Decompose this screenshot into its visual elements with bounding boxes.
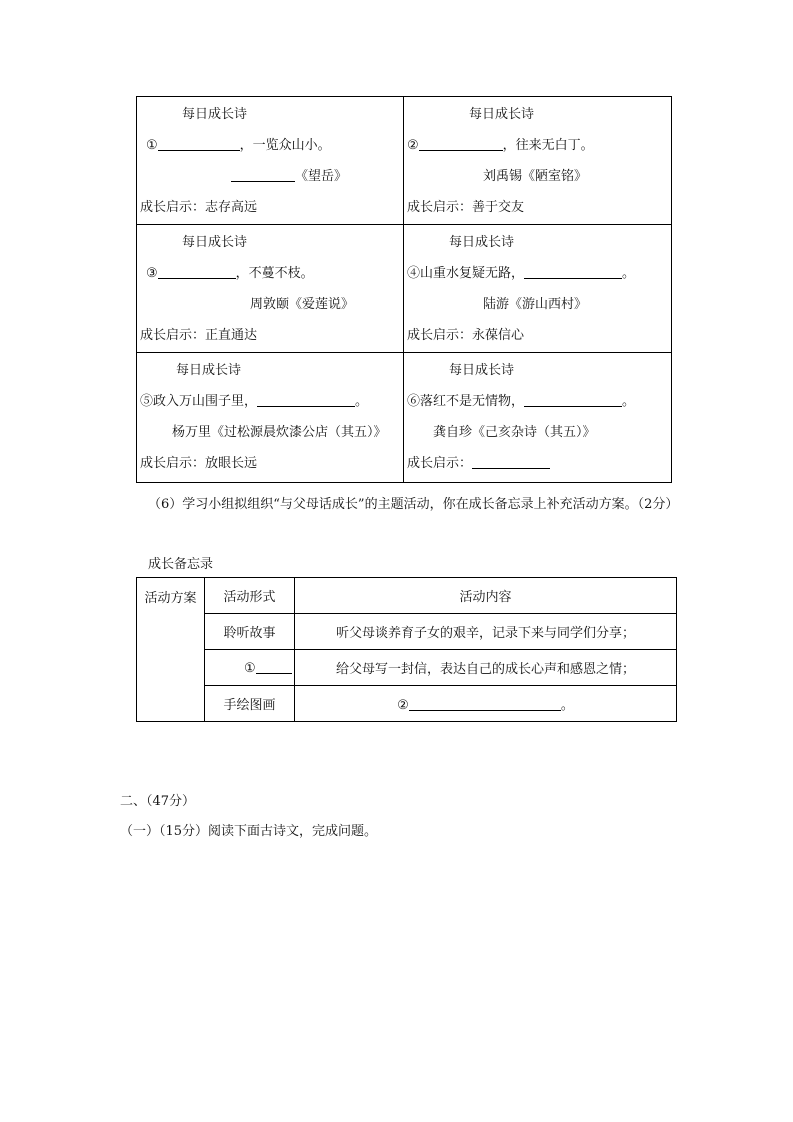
poem-line: ⑤政入万山围子里， 。: [140, 394, 369, 409]
poem-insight: 成长启示：放眼长远: [140, 456, 258, 471]
poem-source: 周敦颐《爱莲说》: [250, 297, 355, 312]
poem-line: ③ ，不蔓不枝。: [146, 266, 314, 281]
poem-cell-1: [137, 97, 404, 225]
answer-blank[interactable]: [158, 136, 240, 151]
table-row: [137, 614, 677, 650]
table-row: [137, 650, 677, 686]
poem-heading: 每日成长诗: [469, 107, 535, 122]
memo-table: [136, 577, 677, 722]
poem-source: 《望岳》: [140, 161, 403, 192]
poem-insight: 成长启示：正直通达: [140, 328, 258, 343]
poem-heading: 每日成长诗: [182, 235, 248, 250]
poem-heading: 每日成长诗: [182, 107, 248, 122]
activity-form: 手绘图画: [205, 686, 295, 722]
poem-insight: 成长启示：永葆信心: [407, 328, 525, 343]
poem-insight: 成长启示：志存高远: [140, 200, 258, 215]
memo-title: 成长备忘录: [148, 557, 214, 572]
poem-source: 龚自珍《己亥杂诗（其五）》: [433, 425, 596, 440]
answer-blank[interactable]: [409, 696, 561, 711]
poem-table: [136, 96, 672, 483]
answer-blank[interactable]: [231, 167, 295, 182]
answer-blank[interactable]: [256, 659, 292, 674]
answer-blank[interactable]: [472, 454, 550, 469]
poem-heading: 每日成长诗: [176, 363, 242, 378]
poem-source: 陆游《游山西村》: [483, 297, 588, 312]
poem-source: 刘禹锡《陋室铭》: [483, 169, 588, 184]
activity-content: 给父母写一封信，表达自己的成长心声和感恩之情；: [295, 650, 677, 686]
poem-cell-6: [404, 353, 672, 483]
activity-form: ①: [205, 650, 295, 686]
answer-blank[interactable]: [158, 264, 236, 279]
question-6: （6）学习小组拟组织“与父母话成长”的主题活动，你在成长备忘录上补充活动方案。（2分）: [148, 497, 679, 512]
poem-heading: 每日成长诗: [449, 363, 515, 378]
activity-content: 听父母谈养育子女的艰辛，记录下来与同学们分享；: [295, 614, 677, 650]
col-header-form: 活动形式: [205, 578, 295, 614]
poem-line: ② ，往来无白丁。: [407, 138, 594, 153]
poem-insight: 成长启示：: [407, 448, 671, 479]
poem-source: 杨万里《过松源晨炊漆公店（其五）》: [172, 425, 387, 440]
answer-blank[interactable]: [419, 136, 503, 151]
activity-content: ② 。: [295, 686, 677, 722]
poem-cell-3: [137, 225, 404, 353]
poem-cell-5: [137, 353, 404, 483]
poem-cell-2: [404, 97, 672, 225]
plan-label: 活动方案: [137, 578, 205, 722]
section-2-part-1: （一）（15分）阅读下面古诗文，完成问题。: [120, 824, 378, 839]
answer-blank[interactable]: [524, 264, 622, 279]
poem-line: ⑥落红不是无情物， 。: [407, 394, 636, 409]
answer-blank[interactable]: [524, 392, 622, 407]
table-row: [137, 686, 677, 722]
poem-line: ① ，一览众山小。: [146, 138, 331, 153]
answer-blank[interactable]: [257, 392, 355, 407]
poem-insight: 成长启示：善于交友: [407, 200, 525, 215]
poem-heading: 每日成长诗: [449, 235, 515, 250]
poem-line: ④山重水复疑无路， 。: [407, 266, 636, 281]
poem-cell-4: [404, 225, 672, 353]
col-header-content: 活动内容: [295, 578, 677, 614]
activity-form: 聆听故事: [205, 614, 295, 650]
section-2-title: 二、（47分）: [120, 794, 196, 809]
